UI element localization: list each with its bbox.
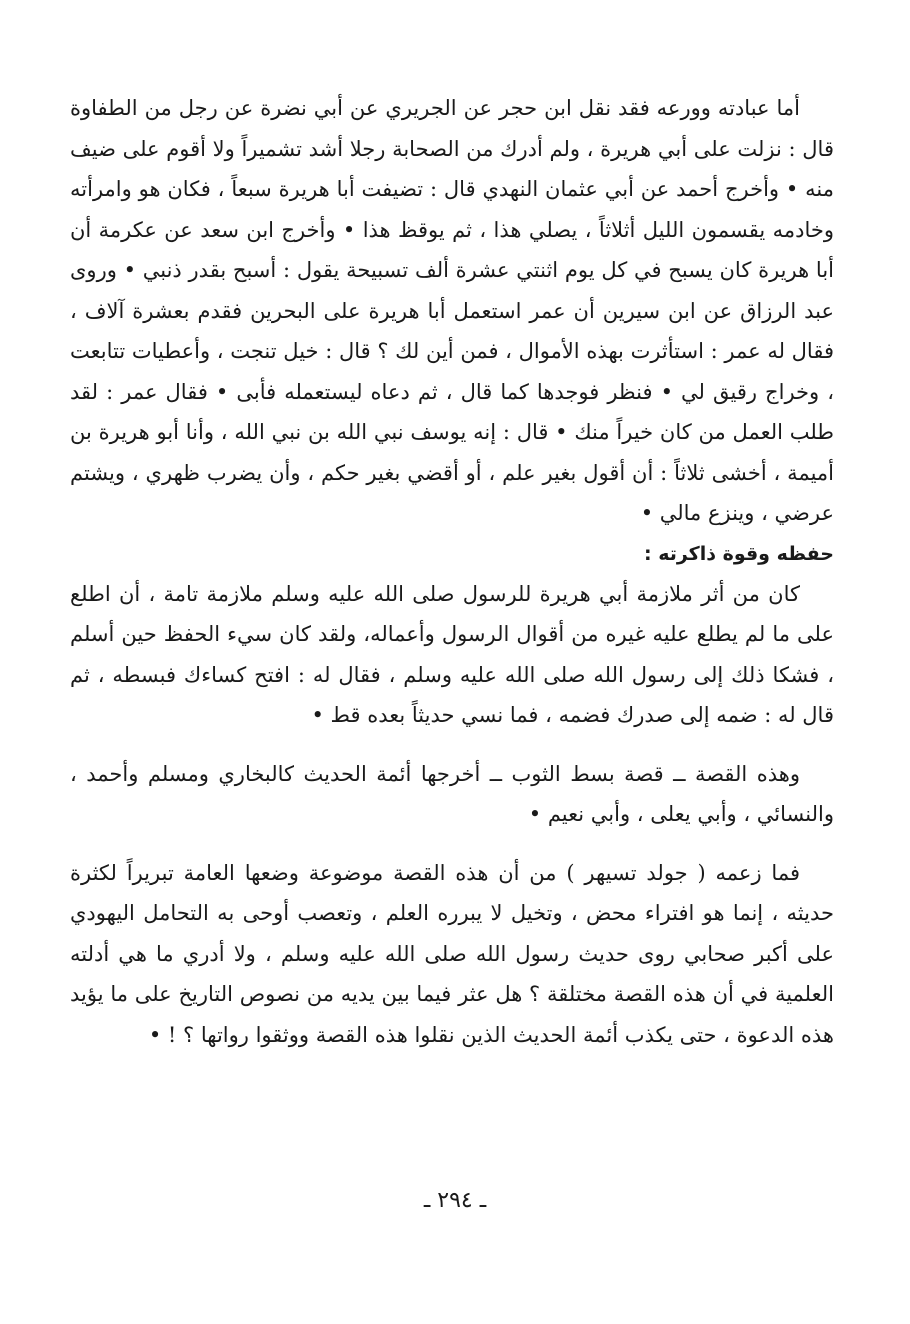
page-body xyxy=(70,88,834,1055)
paragraph-memory: كان من أثر ملازمة أبي هريرة للرسول صلى الله عليه وسلم ملازمة تامة ، أن اطلع على ما لم يطلع عليه غيره من أقوال الرسول وأعماله، ولقد كان سيء الحفظ حين أسلم ، فشكا ذلك إلى رسول الله صلى الله عليه وسلم ، فقال له : افتح كساءك فبسطه ، ثم قال له : ضمه إلى صدرك فضمه ، فما نسي حديثاً بعده قط • xyxy=(70,581,834,727)
paragraph-refutation: فما زعمه ( جولد تسيهر ) من أن هذه القصة موضوعة وضعها العامة تبريراً لكثرة حديثه ، إنما هو افتراء محض ، وتخيل لا يبرره العلم ، وتعصب أوحى به التحامل اليهودي على أكبر صحابي روى حديث رسول الله صلى الله عليه وسلم ، ولا أدري ما هي أدلته العلمية في أن هذه القصة مختلقة ؟ هل عثر فيما بين يديه من نصوص التاريخ على ما يؤيد هذه الدعوة ، حتى يكذب أئمة الحديث الذين نقلوا هذه القصة ووثقوا رواتها ؟ ! • xyxy=(70,860,834,1047)
section-heading: حفظه وقوة ذاكرته : xyxy=(643,542,834,565)
page-number: ـ ٢٩٤ ـ xyxy=(423,1188,487,1213)
paragraph-story-sources: وهذه القصة ــ قصة بسط الثوب ــ أخرجها أئمة الحديث كالبخاري ومسلم وأحمد ، والنسائي ، وأبي يعلى ، وأبي نعيم • xyxy=(70,761,834,826)
paragraph-worship: أما عبادته وورعه فقد نقل ابن حجر عن الجريري عن أبي نضرة عن رجل من الطفاوة قال : نزلت على أبي هريرة ، ولم أدرك من الصحابة رجلا أشد تشميراً ولا أقوم على ضيف منه • وأخرج أحمد عن أبي عثمان النهدي قال : تضيفت أبا هريرة سبعاً ، فكان هو وامرأته وخادمه يقسمون الليل أثلاثاً ، يصلي هذا ، ثم يوقظ هذا • وأخرج ابن سعد عن عكرمة أن أبا هريرة كان يسبح في كل يوم اثنتي عشرة ألف تسبيحة يقول : أسبح بقدر ذنبي • وروى عبد الرزاق عن ابن سيرين أن عمر استعمل أبا هريرة على البحرين فقدم بعشرة آلاف ، فقال له عمر : استأثرت بهذه الأموال ، فمن أين لك ؟ قال : خيل تنجت ، وأعطيات تتابعت ، وخراج رقيق لي • فنظر فوجدها كما قال ، ثم دعاه ليستعمله فأبى • فقال عمر : لقد طلب العمل من كان خيراً منك • قال : إنه يوسف نبي الله بن نبي الله ، وأنا أبو هريرة بن أميمة ، أخشى ثلاثاً : أن أقول بغير علم ، أو أقضي بغير حكم ، وأن يضرب ظهري ، ويشتم عرضي ، وينزع مالي • xyxy=(70,96,834,525)
